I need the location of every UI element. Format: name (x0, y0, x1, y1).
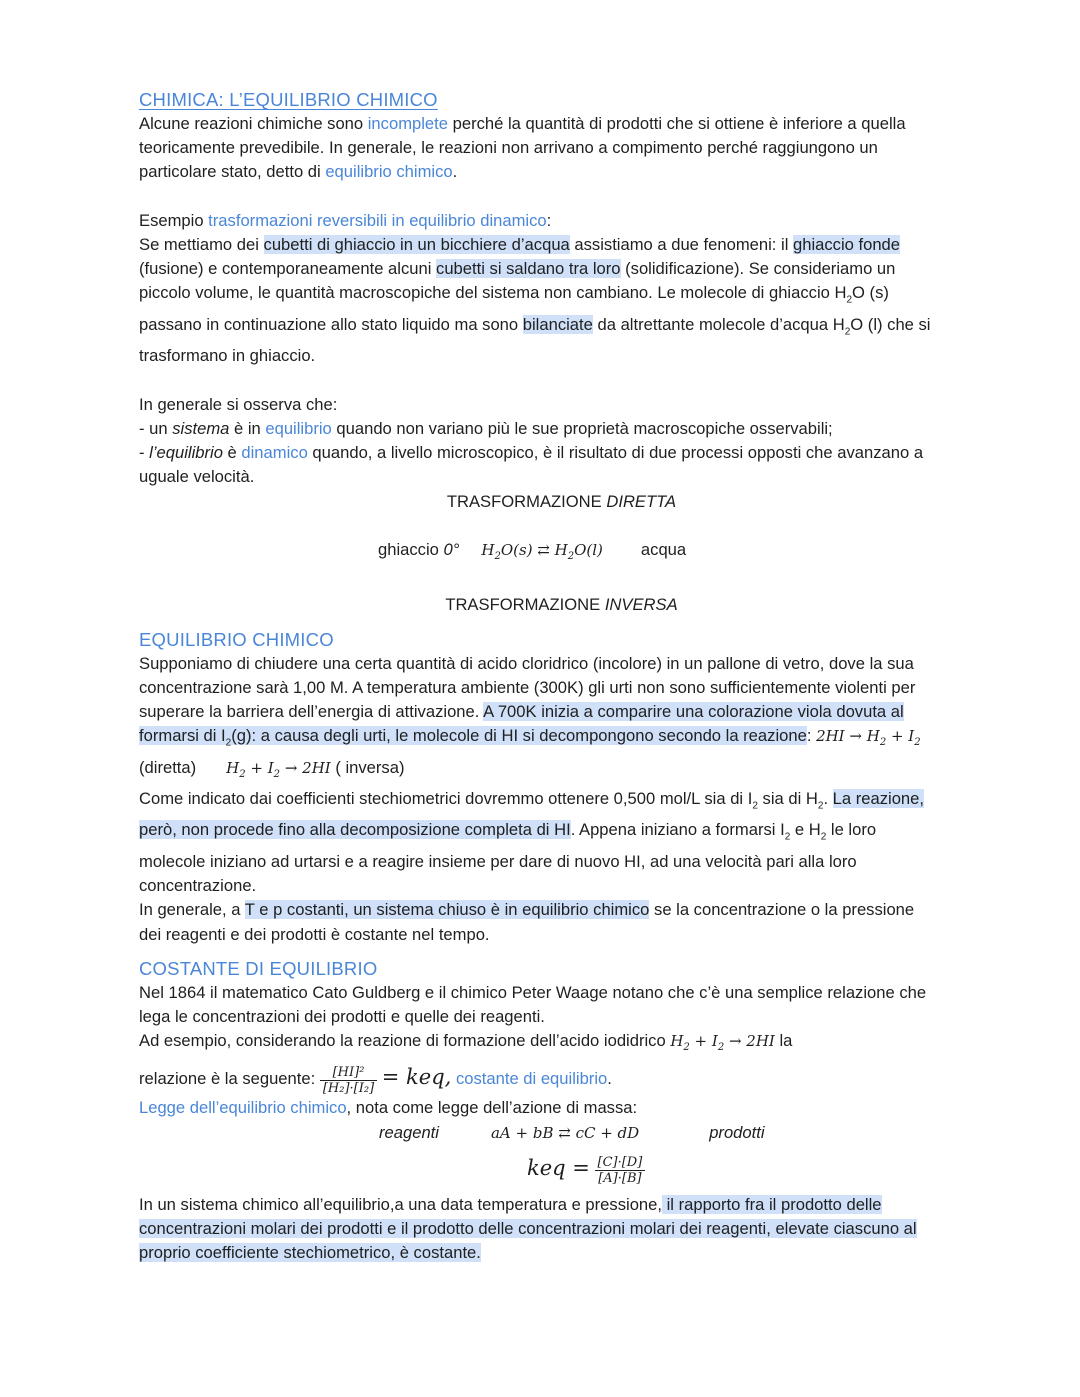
intro-paragraph: Alcune reazioni chimiche sono incomplete perché la quantità di prodotti che si ottiene è inferiore a quella teoricamente prevedibile. In generale, le reazioni non arrivano a compimento perché raggiungono un particolare stato, detto di equilibrio chimico. (139, 114, 906, 182)
law-line: Legge dell’equilibrio chimico, nota come legge dell’azione di massa: (139, 1098, 638, 1118)
section3-paragraph: Nel 1864 il matematico Cato Guldberg e il chimico Peter Waage notano che c’è una semplice relazione che lega le concentrazioni dei prodotti e quelle dei reagenti. Ad esempio, considerando la reazione di formazione dell’acido iodidrico $H_2 + I_2 \to 2HI$ la (139, 982, 927, 1054)
general-equation: reagenti aA + bB ⇄ cC + dD prodotti (379, 1122, 765, 1142)
relation-line: relazione è la seguente: $\frac{\text{[HI]²}}{\text{[H₂]·[I₂]}}$ = keq, costante di equilibrio. (139, 1064, 612, 1096)
transform-direct: TRASFORMAZIONE DIRETTA (446, 491, 677, 511)
section-title-equilibrio: EQUILIBRIO CHIMICO (139, 628, 334, 650)
keq-formula: keq = $\frac{[C]\cdot[D]}{[A]\cdot[B]}$ (139, 1145, 939, 1193)
transform-inverse: TRASFORMAZIONE INVERSA (445, 595, 678, 615)
document-page (139, 88, 939, 1265)
example-paragraph: Se mettiamo dei cubetti di ghiaccio in un bicchiere d’acqua assistiamo a due fenomeni: il ghiaccio fonde (fusione) e contemporaneamente alcuni cubetti si saldano tra loro (solidificazione). Se consideriamo un piccolo volume, le quantità macroscopiche del sistema non cambiano. Le molecole di ghiaccio $H_2O$ (s) passano in continuazione allo stato liquido ma sono bilanciate da altrettante molecole d’acqua $H_2O$ (l) che si trasformano in ghiaccio. (139, 235, 931, 366)
section2-paragraph: Supponiamo di chiudere una certa quantità di acido cloridrico (incolore) in un pallone di vetro, dove la sua concentrazione sarà 1,00 M. A temperatura ambiente (300K) gli urti non sono sufficientemente violenti per superare la barriera dell’energia di attivazione. A 700K inizia a comparire una colorazione viola dovuta al formarsi di $I_2(g)$: a causa degli urti, le molecole di HI si decompongono secondo la reazione: $2HI \to H_2 + I_2$ (diretta) $H_2 + I_2 \to 2HI$ ( inversa) Come indicato dai coefficienti stechiometrici dovremmo ottenere 0,500 mol/L sia di $I_2$ sia di $H_2$. La reazione, però, non procede fino alla decomposizione completa di HI. Appena iniziano a formarsi $I_2$ e $H_2$ le loro molecole iniziano ad urtarsi e a reagire insieme per dare di nuovo HI, ad una velocità pari alla loro concentrazione. In generale, a T e p costanti, un sistema chiuso è in equilibrio chimico se la concentrazione o la pressione dei reagenti e dei prodotti è costante nel tempo. (139, 653, 925, 944)
keyword-incomplete: incomplete (367, 114, 448, 133)
final-paragraph: In un sistema chimico all’equilibrio,a una data temperatura e pressione, il rapporto fra il prodotto delle concentrazioni molari dei prodotti e il prodotto delle concentrazioni molari dei reagenti, elevate ciascuno al proprio coefficiente stechiometrico, è costante. (139, 1194, 917, 1263)
bullet-1: - un sistema è in equilibrio quando non variano più le sue proprietà macroscopiche osservabili; (139, 419, 833, 439)
transform-equation: ghiaccio 0° $H_2O(s)$ ⇄ $H_2O(l)$ acqua (378, 540, 687, 563)
general-intro: In generale si osserva che: (139, 394, 338, 414)
fraction-hi: $\frac{\text{[HI]²}}{\text{[H₂]·[I₂]}}$ (320, 1065, 377, 1096)
page-title: CHIMICA: L’EQUILIBRIO CHIMICO (139, 89, 438, 110)
example-link: trasformazioni reversibili in equilibrio dinamico (208, 210, 547, 230)
section-title-costante: COSTANTE DI EQUILIBRIO (139, 957, 378, 979)
example-heading: Esempio trasformazioni reversibili in equilibrio dinamico: (139, 210, 552, 230)
keyword-equilibrio: equilibrio chimico (325, 162, 453, 182)
bullet-2: - l’equilibrio è dinamico quando, a livello microscopico, è il risultato di due processi opposti che avanzano a uguale velocità. (139, 443, 924, 487)
